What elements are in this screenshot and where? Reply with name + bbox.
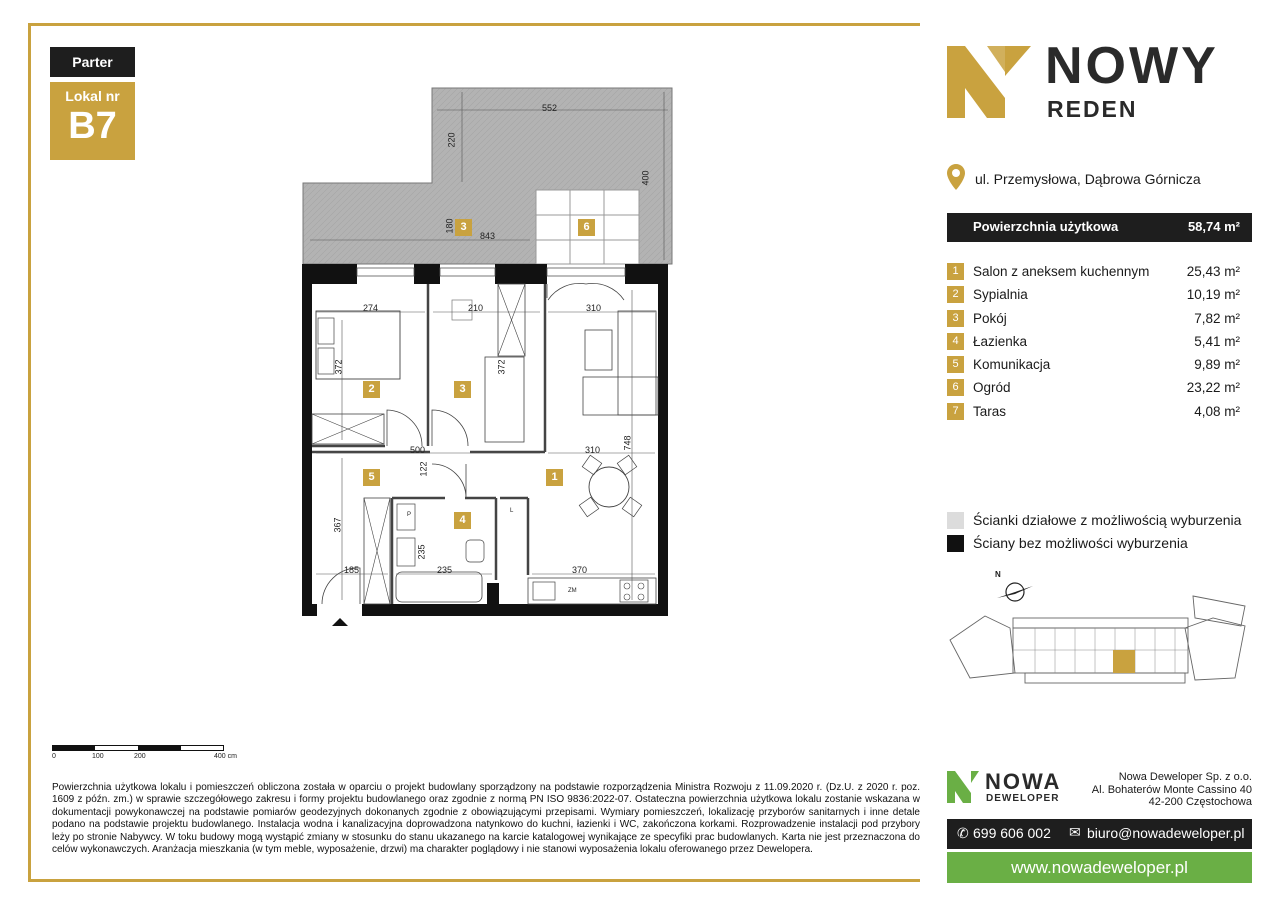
legend-text: Ściany bez możliwości wyburzenia — [973, 535, 1188, 551]
dim-235-vertical: 235 — [416, 544, 427, 560]
developer-address — [1040, 771, 1252, 809]
dim-235-horizontal: 235 — [437, 565, 453, 575]
room-number: 3 — [947, 310, 964, 327]
list-item — [947, 309, 1252, 332]
unit-number-box — [50, 82, 135, 160]
room-name: Łazienka — [973, 333, 1028, 349]
dim-400: 400 — [640, 170, 651, 186]
brand-logo — [947, 37, 1237, 122]
scale-tick-100: 100 — [92, 753, 104, 760]
room-number: 1 — [947, 263, 964, 280]
dim-210: 210 — [468, 303, 484, 313]
email-address[interactable]: biuro@nowadeweloper.pl — [1087, 825, 1245, 841]
room-area: 10,19 m² — [1186, 287, 1240, 303]
contact-bar — [947, 819, 1252, 849]
room-number: 4 — [947, 333, 964, 350]
room-name: Ogród — [973, 380, 1011, 396]
floor-plan — [290, 80, 690, 640]
room-number: 7 — [947, 403, 964, 420]
plan-room-label-3-terrace: 3 — [455, 219, 472, 236]
room-number: 2 — [947, 286, 964, 303]
room-name: Pokój — [973, 310, 1007, 326]
left-border-line — [28, 23, 31, 882]
dim-310-mid: 310 — [585, 445, 601, 455]
plan-room-label-1: 1 — [546, 469, 563, 486]
dim-122: 122 — [418, 461, 429, 477]
room-area: 5,41 m² — [1194, 333, 1240, 349]
dim-370: 370 — [572, 565, 588, 575]
unit-prefix: Lokal nr — [65, 88, 120, 104]
usable-area-bar — [947, 213, 1252, 242]
list-item — [947, 285, 1252, 308]
disclaimer-text: Powierzchnia użytkowa lokalu i pomieszczeń obliczona została w oparciu o projekt budowlany sporządzony na podstawie rozporządzenia Ministra Rozwoju z 11.09.2020 r. (Dz.U. z 2020 r. poz. 1609 z późn. zm.) w sprawie szczegółowego zakresu i formy projektu budowlanego oraz zgodnie z normą PN ISO 9836:2022-07. Ostateczna powierzchnia użytkowa lokalu zostanie wskazana w dokumentacji powykonawczej na podstawie pomiarów geodezyjnych dokonanych zgodnie z obowiązującymi przepisami. Wymiary pomieszczeń, lokalizację przyborów sanitarnych i inne detale podano na podstawie projektu budowlanego. Instalacja wodna i kanalizacyjna doprowadzona natynkowo do kuchni, łazienki i WC, zakończona korkami. Rozprowadzenie instalacji pod przybory leży po stronie Nabywcy. W toku budowy mogą wystąpić zmiany w stosunku do stanu ukazanego na karcie katalogowej wynikające ze specyfiki prac budowlanych. Karta nie jest przeznaczona do celów wykonawczych. Aranżacja mieszkania (w tym meble, wyposażenie, drzwi) ma charakter poglądowy i nie stanowi wyposażenia lokalu oferowanego przez Dewelopera. — [52, 782, 920, 856]
phone-number[interactable]: 699 606 002 — [973, 825, 1051, 841]
brand-n-icon — [947, 46, 1033, 118]
usable-area-label: Powierzchnia użytkowa — [973, 219, 1119, 234]
plan-room-label-4: 4 — [454, 512, 471, 529]
dim-500: 500 — [410, 445, 426, 455]
developer-city: 42-200 Częstochowa — [1148, 796, 1252, 808]
north-label: N — [995, 570, 1001, 579]
room-name: Sypialnia — [973, 287, 1028, 303]
plan-room-label-2: 2 — [363, 381, 380, 398]
scale-tick-200: 200 — [134, 753, 146, 760]
compass-icon — [997, 583, 1033, 601]
room-name: Taras — [973, 403, 1007, 419]
dim-367: 367 — [332, 517, 343, 533]
room-number: 6 — [947, 379, 964, 396]
developer-n-icon — [947, 771, 979, 803]
room-number: 5 — [947, 356, 964, 373]
dim-274: 274 — [363, 303, 379, 313]
top-border-line — [28, 23, 920, 26]
dim-185: 185 — [344, 565, 360, 575]
room-area: 4,08 m² — [1194, 403, 1240, 419]
plan-room-label-6: 6 — [578, 219, 595, 236]
plan-room-label-5: 5 — [363, 469, 380, 486]
brand-word-nowy: NOWY — [1045, 37, 1219, 95]
room-area: 7,82 m² — [1194, 310, 1240, 326]
site-map — [945, 568, 1255, 693]
rooms-list — [947, 262, 1252, 425]
site-map-drawing — [945, 568, 1255, 693]
email-icon: ✉ — [1069, 824, 1081, 840]
site-map-unit-highlight — [1113, 650, 1135, 673]
dim-372-mid: 372 — [496, 359, 507, 375]
address-text: ul. Przemysłowa, Dąbrowa Górnicza — [975, 171, 1201, 187]
website-link[interactable]: www.nowadeweloper.pl — [947, 852, 1252, 883]
dim-748: 748 — [622, 435, 633, 451]
list-item — [947, 378, 1252, 401]
usable-area-value: 58,74 m² — [1187, 219, 1240, 234]
room-name: Komunikacja — [973, 357, 1051, 373]
room-area: 23,22 m² — [1186, 380, 1240, 396]
bathroom-p-label: P — [407, 512, 412, 518]
developer-word-nowa: NOWA — [985, 769, 1062, 794]
dim-310-top: 310 — [586, 303, 602, 313]
bottom-border-line — [28, 879, 920, 882]
legend-text: Ścianki działowe z możliwością wyburzenia — [973, 512, 1242, 528]
developer-company: Nowa Deweloper Sp. z o.o. — [1118, 771, 1252, 783]
floor-label: Parter — [50, 47, 135, 77]
list-item — [947, 355, 1252, 378]
location-pin-icon — [947, 164, 965, 195]
list-item — [947, 262, 1252, 285]
dim-180: 180 — [444, 218, 455, 234]
list-item — [947, 332, 1252, 355]
developer-street: Al. Bohaterów Monte Cassino 40 — [1091, 783, 1252, 796]
unit-number: B7 — [68, 105, 117, 147]
dim-220: 220 — [446, 132, 457, 148]
scale-tick-400: 400 cm — [214, 753, 237, 760]
legend-swatch-light — [947, 512, 964, 529]
phone-icon: ✆ — [957, 825, 969, 841]
room-area: 25,43 m² — [1186, 264, 1240, 279]
scale-tick-0: 0 — [52, 753, 56, 760]
kitchen-zm-label: ZM — [568, 588, 577, 594]
list-item — [947, 402, 1252, 425]
room-name: Salon z aneksem kuchennym — [973, 264, 1150, 279]
room-area: 9,89 m² — [1194, 357, 1240, 373]
dim-372-left: 372 — [333, 359, 344, 375]
floor-plan-drawing — [290, 80, 690, 640]
brand-word-reden: REDEN — [1047, 96, 1138, 122]
plan-room-label-3: 3 — [454, 381, 471, 398]
developer-word-deweloper: DEWELOPER — [986, 793, 1060, 804]
bathroom-l-label: L — [510, 508, 514, 514]
dim-552: 552 — [542, 103, 558, 113]
dim-843: 843 — [480, 231, 496, 241]
legend-swatch-dark — [947, 535, 964, 552]
